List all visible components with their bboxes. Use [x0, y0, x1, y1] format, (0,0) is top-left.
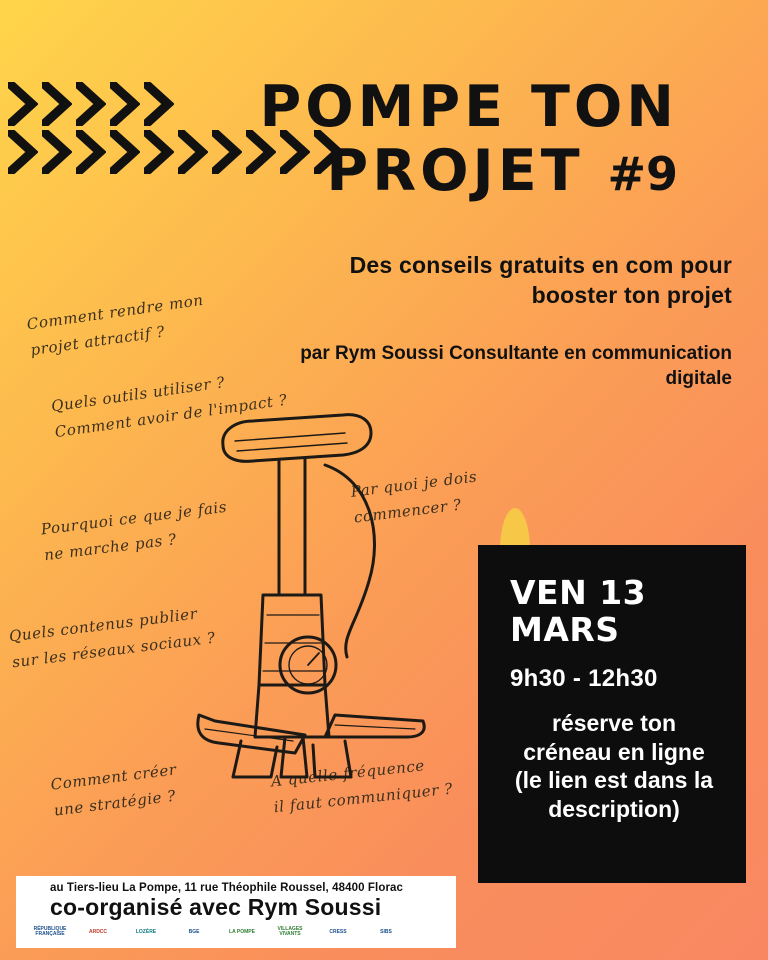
question-item: Quels outils utiliser ? Comment avoir de l'impact ?: [50, 373, 289, 441]
poster-byline: par Rym Soussi Consultante en communication digitale: [300, 343, 732, 390]
bicycle-pump-illustration: [175, 385, 505, 785]
partner-logos: [30, 923, 446, 941]
event-date: VEN 13 MARS: [510, 573, 647, 649]
logo-item: LOZÈRE: [135, 928, 157, 935]
logo-item: CRESS: [329, 928, 347, 935]
event-time: 9h30 - 12h30: [510, 664, 658, 692]
question-item: Comment créer une stratégie ?: [49, 760, 178, 820]
footer-coorganizer: co-organisé avec Rym Soussi: [50, 894, 382, 920]
event-info-panel: [478, 545, 746, 883]
question-item: Quels contenus publier sur les réseaux sociaux ?: [8, 604, 217, 671]
poster-title: [0, 74, 740, 205]
title-line-2: [0, 138, 678, 205]
edition-number: #9: [607, 147, 678, 202]
question-item: Pourquoi ce que je fais ne marche pas ?: [39, 497, 229, 564]
question-item: Comment rendre mon projet attractif ?: [25, 290, 205, 359]
question-item: A quelle fréquence il faut communiquer ?: [270, 756, 454, 816]
logo-item: RÉPUBLIQUE FRANÇAISE: [33, 925, 67, 938]
logo-item: ARDCC: [88, 928, 108, 935]
logo-item: VILLAGES VIVANTS: [277, 925, 303, 938]
footer-address: au Tiers-lieu La Pompe, 11 rue Théophile Roussel, 48400 Florac: [50, 882, 404, 894]
event-cta: réserve ton créneau en ligne (le lien est dans la description): [514, 709, 714, 823]
logo-item: LA POMPE: [229, 928, 255, 935]
question-item: Par quoi je dois commencer ?: [349, 467, 479, 527]
footer-bar: [16, 876, 456, 948]
logo-item: SIBS: [380, 928, 392, 935]
title-line-2-text: PROJET: [326, 138, 584, 205]
poster-subtitle: Des conseils gratuits en com pour booster ton projet: [349, 252, 732, 309]
logo-item: BGE: [188, 928, 200, 935]
title-line-1: POMPE TON: [259, 74, 678, 140]
